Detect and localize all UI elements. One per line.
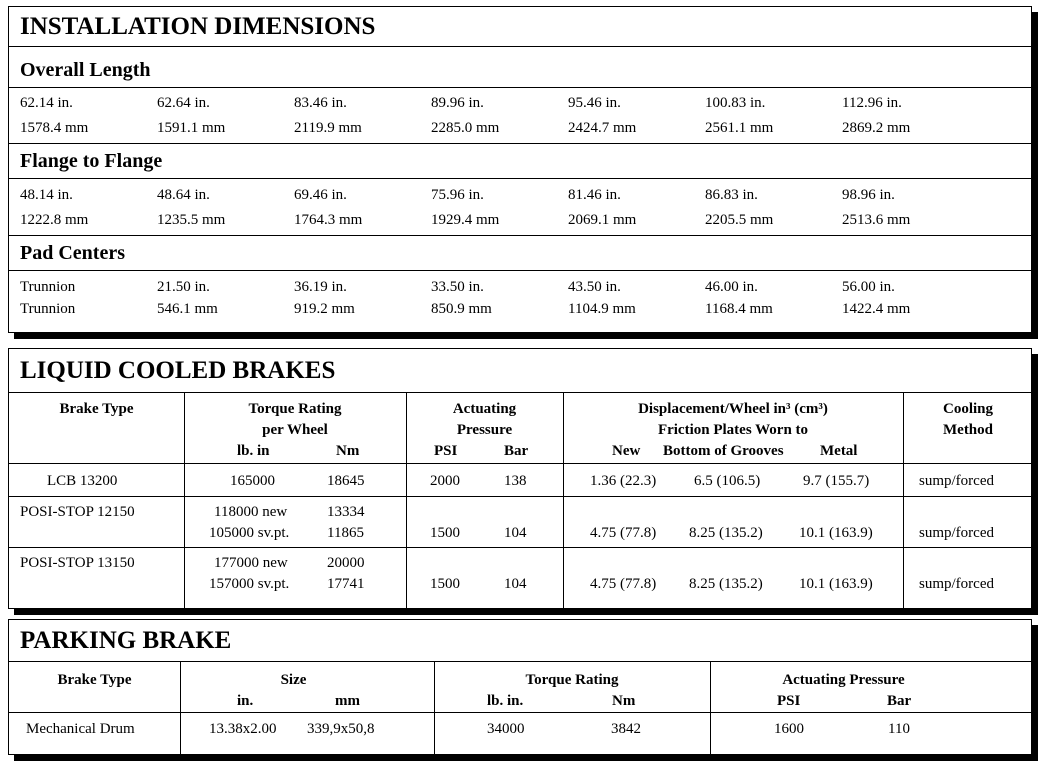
flange-in-4: 75.96 in. bbox=[431, 187, 484, 203]
liquid-cooled-brakes-title: LIQUID COOLED BRAKES bbox=[9, 349, 1031, 393]
divider bbox=[9, 712, 1031, 713]
cooling-cell: sump/forced bbox=[919, 473, 994, 489]
header-nm: Nm bbox=[612, 693, 636, 709]
header-brake-type: Brake Type bbox=[59, 401, 134, 417]
header-cooling-line2: Method bbox=[943, 422, 993, 438]
overall-length-heading: Overall Length bbox=[20, 59, 151, 81]
flange-to-flange-heading: Flange to Flange bbox=[20, 150, 163, 172]
header-actuating-pressure: Actuating Pressure bbox=[782, 672, 905, 688]
pad-mm-5: 1104.9 mm bbox=[568, 301, 636, 317]
pad-in-2: 21.50 in. bbox=[157, 279, 210, 295]
psi-cell: 1500 bbox=[430, 576, 460, 592]
header-torque: Torque Rating bbox=[525, 672, 619, 688]
disp-new-cell: 4.75 (77.8) bbox=[590, 576, 657, 592]
cooling-cell: sump/forced bbox=[919, 525, 994, 541]
disp-new-cell: 4.75 (77.8) bbox=[590, 525, 657, 541]
header-torque-line2: per Wheel bbox=[262, 422, 328, 438]
disp-metal-cell: 10.1 (163.9) bbox=[799, 576, 873, 592]
header-mm: mm bbox=[335, 693, 360, 709]
header-displacement-line2: Friction Plates Worn to bbox=[657, 422, 809, 438]
flange-mm-4: 1929.4 mm bbox=[431, 212, 500, 228]
parking-brake-title: PARKING BRAKE bbox=[9, 620, 1031, 662]
header-in: in. bbox=[237, 693, 254, 709]
flange-mm-1: 1222.8 mm bbox=[20, 212, 89, 228]
divider bbox=[9, 178, 1031, 179]
flange-mm-7: 2513.6 mm bbox=[842, 212, 911, 228]
divider bbox=[9, 143, 1031, 144]
disp-bottom-cell: 6.5 (106.5) bbox=[694, 473, 761, 489]
brake-type-cell: POSI-STOP 12150 bbox=[20, 504, 135, 520]
pad-in-4: 33.50 in. bbox=[431, 279, 484, 295]
header-displacement-line1: Displacement/Wheel in³ (cm³) bbox=[638, 401, 828, 417]
pad-mm-7: 1422.4 mm bbox=[842, 301, 911, 317]
header-actuating-line1: Actuating bbox=[452, 401, 517, 417]
flange-in-7: 98.96 in. bbox=[842, 187, 895, 203]
header-nm: Nm bbox=[336, 443, 360, 459]
torque-lbin-cell: 118000 new bbox=[214, 504, 288, 520]
size-mm-cell: 339,9x50,8 bbox=[307, 721, 375, 737]
pad-in-7: 56.00 in. bbox=[842, 279, 895, 295]
pad-in-6: 46.00 in. bbox=[705, 279, 758, 295]
bar-cell: 138 bbox=[504, 473, 527, 489]
header-size: Size bbox=[280, 672, 307, 688]
header-brake-type: Brake Type bbox=[57, 672, 132, 688]
flange-mm-2: 1235.5 mm bbox=[157, 212, 226, 228]
torque-nm-cell: 13334 bbox=[327, 504, 365, 520]
header-torque-line1: Torque Rating bbox=[248, 401, 342, 417]
overall-in-2: 62.64 in. bbox=[157, 95, 210, 111]
header-new: New bbox=[612, 443, 641, 459]
pad-in-1: Trunnion bbox=[20, 279, 76, 295]
torque-lbin-cell: 34000 bbox=[487, 721, 525, 737]
divider bbox=[9, 547, 1031, 548]
parking-brake-panel bbox=[8, 619, 1032, 755]
overall-mm-2: 1591.1 mm bbox=[157, 120, 226, 136]
psi-cell: 1500 bbox=[430, 525, 460, 541]
overall-mm-3: 2119.9 mm bbox=[294, 120, 362, 136]
flange-mm-6: 2205.5 mm bbox=[705, 212, 774, 228]
flange-in-6: 86.83 in. bbox=[705, 187, 758, 203]
header-metal: Metal bbox=[820, 443, 858, 459]
pad-mm-1: Trunnion bbox=[20, 301, 76, 317]
installation-dimensions-title: INSTALLATION DIMENSIONS bbox=[9, 7, 1031, 47]
overall-in-3: 83.46 in. bbox=[294, 95, 347, 111]
brake-type-cell: Mechanical Drum bbox=[26, 721, 135, 737]
torque-lbin-cell: 165000 bbox=[230, 473, 275, 489]
brake-type-cell: POSI-STOP 13150 bbox=[20, 555, 135, 571]
psi-cell: 1600 bbox=[774, 721, 804, 737]
pad-in-3: 36.19 in. bbox=[294, 279, 347, 295]
overall-in-1: 62.14 in. bbox=[20, 95, 73, 111]
bar-cell: 104 bbox=[504, 525, 527, 541]
torque-nm-cell: 3842 bbox=[611, 721, 641, 737]
liquid-cooled-brakes-panel bbox=[8, 348, 1032, 609]
flange-in-2: 48.64 in. bbox=[157, 187, 210, 203]
installation-dimensions-panel bbox=[8, 6, 1032, 333]
header-bottom-of-grooves: Bottom of Grooves bbox=[663, 443, 784, 459]
torque-nm-cell: 20000 bbox=[327, 555, 365, 571]
flange-in-5: 81.46 in. bbox=[568, 187, 621, 203]
disp-bottom-cell: 8.25 (135.2) bbox=[689, 576, 763, 592]
divider bbox=[9, 463, 1031, 464]
header-bar: Bar bbox=[887, 693, 912, 709]
disp-metal-cell: 10.1 (163.9) bbox=[799, 525, 873, 541]
pad-mm-3: 919.2 mm bbox=[294, 301, 355, 317]
torque-nm-cell: 17741 bbox=[327, 576, 365, 592]
pad-in-5: 43.50 in. bbox=[568, 279, 621, 295]
header-bar: Bar bbox=[504, 443, 529, 459]
brake-type-cell: LCB 13200 bbox=[47, 473, 118, 489]
overall-mm-7: 2869.2 mm bbox=[842, 120, 911, 136]
torque-lbin-cell: 105000 sv.pt. bbox=[209, 525, 290, 541]
header-psi: PSI bbox=[777, 693, 801, 709]
pad-mm-6: 1168.4 mm bbox=[705, 301, 773, 317]
torque-nm-cell: 18645 bbox=[327, 473, 365, 489]
disp-metal-cell: 9.7 (155.7) bbox=[803, 473, 870, 489]
divider bbox=[9, 496, 1031, 497]
psi-cell: 2000 bbox=[430, 473, 460, 489]
overall-in-7: 112.96 in. bbox=[842, 95, 902, 111]
flange-in-3: 69.46 in. bbox=[294, 187, 347, 203]
disp-bottom-cell: 8.25 (135.2) bbox=[689, 525, 763, 541]
torque-lbin-cell: 177000 new bbox=[214, 555, 288, 571]
bar-cell: 110 bbox=[888, 721, 910, 737]
flange-mm-3: 1764.3 mm bbox=[294, 212, 363, 228]
header-actuating-line2: Pressure bbox=[456, 422, 513, 438]
overall-in-6: 100.83 in. bbox=[705, 95, 766, 111]
overall-mm-5: 2424.7 mm bbox=[568, 120, 637, 136]
divider bbox=[9, 87, 1031, 88]
pad-mm-2: 546.1 mm bbox=[157, 301, 218, 317]
header-lbin: lb. in bbox=[237, 443, 270, 459]
overall-in-4: 89.96 in. bbox=[431, 95, 484, 111]
bar-cell: 104 bbox=[504, 576, 527, 592]
divider bbox=[9, 235, 1031, 236]
cooling-cell: sump/forced bbox=[919, 576, 994, 592]
pad-mm-4: 850.9 mm bbox=[431, 301, 492, 317]
flange-mm-5: 2069.1 mm bbox=[568, 212, 637, 228]
overall-in-5: 95.46 in. bbox=[568, 95, 621, 111]
torque-lbin-cell: 157000 sv.pt. bbox=[209, 576, 290, 592]
divider bbox=[9, 270, 1031, 271]
overall-mm-6: 2561.1 mm bbox=[705, 120, 774, 136]
disp-new-cell: 1.36 (22.3) bbox=[590, 473, 657, 489]
size-in-cell: 13.38x2.00 bbox=[209, 721, 277, 737]
header-cooling-line1: Cooling bbox=[942, 401, 993, 417]
overall-mm-4: 2285.0 mm bbox=[431, 120, 500, 136]
pad-centers-heading: Pad Centers bbox=[20, 242, 125, 264]
torque-nm-cell: 11865 bbox=[327, 525, 364, 541]
flange-in-1: 48.14 in. bbox=[20, 187, 73, 203]
header-psi: PSI bbox=[434, 443, 458, 459]
overall-mm-1: 1578.4 mm bbox=[20, 120, 89, 136]
header-lbin: lb. in. bbox=[487, 693, 524, 709]
